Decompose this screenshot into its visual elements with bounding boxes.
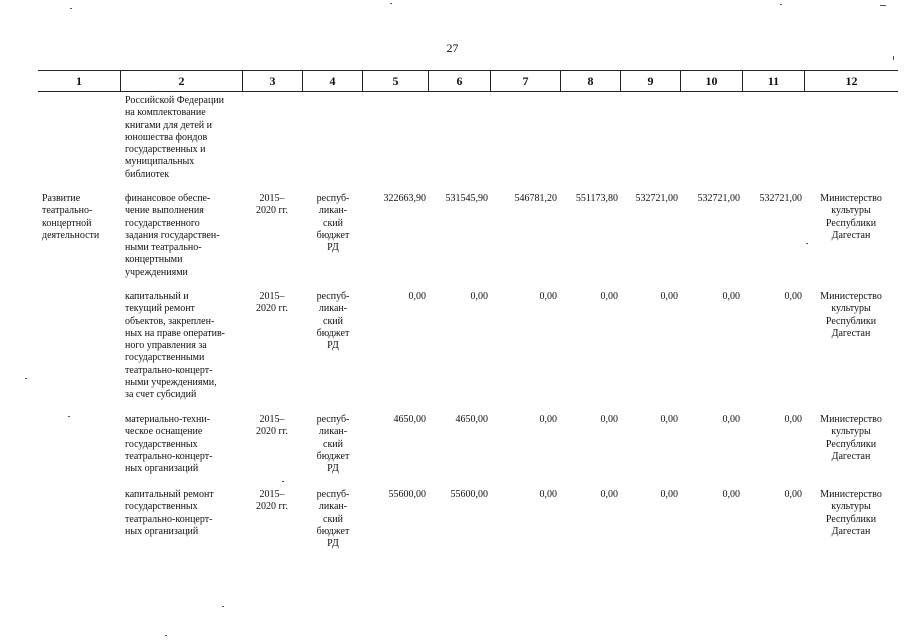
row-source: респуб- ликан- ский бюджет РД <box>316 193 350 254</box>
header-col-10: 10 <box>680 71 742 91</box>
row-period: 2015– 2020 гг. <box>255 489 289 513</box>
section-title: Развитие театрально- концертной деятельности <box>42 193 100 241</box>
row-value-2016: 531545,90 <box>445 193 488 204</box>
row-value-2016: 55600,00 <box>450 489 488 500</box>
row-value-2018: 0,00 <box>600 489 618 500</box>
row-value-2018: 0,00 <box>600 414 618 425</box>
scan-speck <box>880 5 886 6</box>
scan-speck <box>806 243 808 244</box>
header-col-4: 4 <box>302 71 362 91</box>
page-number: 27 <box>446 41 459 55</box>
header-col-11: 11 <box>742 71 804 91</box>
row-period: 2015– 2020 гг. <box>255 291 289 315</box>
row-value-2017: 0,00 <box>539 291 557 302</box>
row-value-2017: 0,00 <box>539 489 557 500</box>
row-value-col11: 0,00 <box>784 291 802 302</box>
scan-speck <box>165 635 167 636</box>
row-value-2015: 4650,00 <box>393 414 426 425</box>
row-value-2020: 0,00 <box>722 291 740 302</box>
row-executor: Министерство культуры Республики Дагестан <box>820 193 882 241</box>
row-value-2019: 0,00 <box>660 489 678 500</box>
row-source: респуб- ликан- ский бюджет РД <box>316 489 350 550</box>
row-source: респуб- ликан- ский бюджет РД <box>316 414 350 475</box>
row-value-2020: 0,00 <box>722 489 740 500</box>
scan-speck <box>893 56 894 60</box>
row-executor: Министерство культуры Республики Дагестан <box>820 291 882 339</box>
header-col-3: 3 <box>242 71 302 91</box>
scan-speck <box>282 481 284 482</box>
row-value-2019: 0,00 <box>660 414 678 425</box>
scan-speck <box>70 8 72 9</box>
scan-speck <box>68 416 70 417</box>
row-value-2020: 532721,00 <box>697 193 740 204</box>
row-value-2015: 322663,90 <box>383 193 426 204</box>
row-executor: Министерство культуры Республики Дагестан <box>820 414 882 462</box>
row-value-2015: 0,00 <box>408 291 426 302</box>
header-col-9: 9 <box>620 71 680 91</box>
header-col-1: 1 <box>76 74 82 88</box>
row-period: 2015– 2020 гг. <box>255 414 289 438</box>
header-col-12: 12 <box>804 71 898 91</box>
header-col-8: 8 <box>560 71 620 91</box>
row-source: респуб- ликан- ский бюджет РД <box>316 291 350 352</box>
row-value-col11: 0,00 <box>784 489 802 500</box>
row-value-2018: 0,00 <box>600 291 618 302</box>
row-name: капитальный ремонт государственных театрально-концерт- ных организаций <box>125 489 214 537</box>
row-executor: Министерство культуры Республики Дагестан <box>820 489 882 537</box>
scan-speck <box>222 606 224 607</box>
row-value-col11: 0,00 <box>784 414 802 425</box>
header-col-7: 7 <box>490 71 560 91</box>
row-value-2019: 0,00 <box>660 291 678 302</box>
row-value-2016: 4650,00 <box>455 414 488 425</box>
row-name: капитальный и текущий ремонт объектов, закреплен- ных на праве оператив- ного управления за государственными театрально-концерт- ными учреждениями, за счет субсидий <box>125 291 225 401</box>
scan-speck <box>390 3 392 4</box>
row-period: 2015– 2020 гг. <box>255 193 289 217</box>
row-value-2017: 0,00 <box>539 414 557 425</box>
row-name: материально-техни- ческое оснащение государственных театрально-концерт- ных организаций <box>125 414 213 475</box>
table-header <box>38 70 898 92</box>
scan-speck <box>780 4 782 5</box>
row-name: финансовое обеспе- чение выполнения государственного задания государствен- ными театрально- концертными учреждениями <box>125 193 220 278</box>
row-value-2018: 551173,80 <box>575 193 618 204</box>
row-value-2017: 546781,20 <box>514 193 557 204</box>
row-value-2020: 0,00 <box>722 414 740 425</box>
header-col-2: 2 <box>120 71 242 91</box>
row-value-2016: 0,00 <box>470 291 488 302</box>
row-value-col11: 532721,00 <box>759 193 802 204</box>
header-col-5: 5 <box>362 71 428 91</box>
scan-speck <box>25 378 27 379</box>
header-col-6: 6 <box>428 71 490 91</box>
continuation-text: Российской Федерации на комплектование книгами для детей и юношества фондов государственных и муниципальных библиотек <box>125 95 225 180</box>
row-value-2019: 532721,00 <box>635 193 678 204</box>
row-value-2015: 55600,00 <box>388 489 426 500</box>
